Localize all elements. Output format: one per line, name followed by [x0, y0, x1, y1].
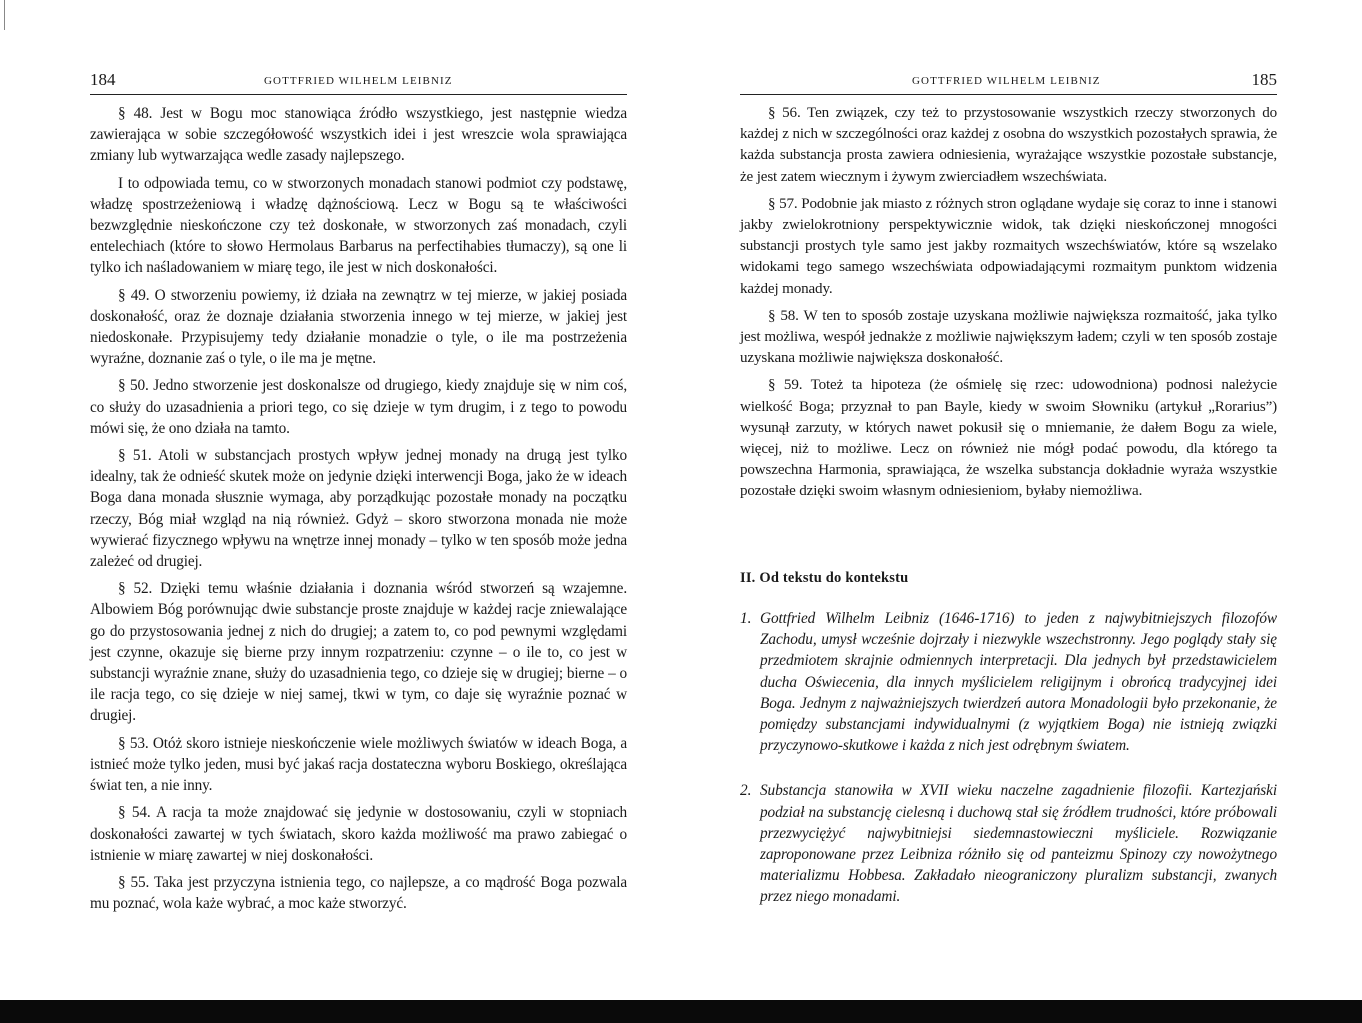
note-item: [740, 780, 1277, 907]
scan-bottom-border: [0, 1000, 1362, 1023]
note-number: 2.: [740, 782, 752, 800]
scan-edge-line: [4, 0, 5, 30]
page-header: [740, 72, 1277, 95]
paragraph: § 56. Ten związek, czy też to przystosowanie wszystkich rzeczy stworzonych do każdej z nich w szczególności oraz każdej z osobna do wszystkich pozostałych sprawia, że każda substancja prosta zawiera odniesienia, wyrażające wszystkie pozostałe substancje, że jest zatem wiecznym i żywym zwierciadłem wszechświata.: [740, 105, 1277, 185]
paragraph: § 52. Dzięki temu właśnie działania i doznania wśród stworzeń są wzajemne. Albowiem Bóg porównując dwie substancje proste znajduje w każdej racje zniewalające go do przystosowania jednej z nich do drugiej; a zatem to, co pod pewnymi względami jest czynne, okazuje się bierne przy innym rozpatrzeniu: czynne – o ile to, co jest w substancji wyraźnie znane, służy do uzasadnienia tego, co dzieje się w drugiej; bierne – o ile racja tego, co się dzieje w niej samej, tkwi w tym, co daje się wyraźnie poznać w drugiej.: [90, 580, 627, 725]
page-number: 185: [1251, 70, 1277, 89]
page-body: [90, 103, 627, 920]
paragraph: § 58. W ten to sposób zostaje uzyskana możliwie największa rozmaitość, jaka tylko jest możliwa, wespół jednakże z możliwie największym ładem; czyli w ten sposób zostaje uzyskana możliwie największa doskonałość.: [740, 307, 1277, 367]
paragraph: § 55. Taka jest przyczyna istnienia tego, co najlepsze, a co mądrość Boga pozwala mu poznać, wola każe wybrać, a moc każe stworzyć.: [90, 873, 627, 913]
paragraph: § 50. Jedno stworzenie jest doskonalsze od drugiego, kiedy znajduje się w nim coś, co służy do uzasadnienia a priori tego, co się dzieje w tym drugim, i z tego to powodu mówi się, że ono działa na tamto.: [90, 377, 627, 437]
section-title: II. Od tekstu do kontekstu: [740, 570, 909, 586]
notes-list: [740, 608, 1277, 932]
paragraph: § 53. Otóż skoro istnieje nieskończenie wiele możliwych światów w ideach Boga, a istnieć może tylko jeden, musi być jakaś racja dostateczna wyboru Boskiego, określająca świat ten, a nie inny.: [90, 734, 627, 795]
paragraph: § 59. Toteż ta hipoteza (że ośmielę się rzec: udowodniona) podnosi należycie wielkość Boga; przyznał to pan Bayle, kiedy w swoim Słowniku (artykuł „Rorarius”) wysunął zarzuty, w których nawet pokusił się o mniemanie, że dałem Bogu za wiele, więcej, niż to możliwe. Lecz on również nie mógł podać powodu, dla którego ta powszechna Harmonia, sprawiająca, że wszelka substancja dokładnie wyraża wszystkie pozostałe dzięki swoim własnym odniesieniom, byłaby niemożliwa.: [740, 377, 1277, 500]
running-head: GOTTFRIED WILHELM LEIBNIZ: [264, 75, 453, 87]
left-page: [90, 0, 627, 1000]
page-header: [90, 72, 627, 95]
page-body: [740, 103, 1277, 509]
paragraph: § 48. Jest w Bogu moc stanowiąca źródło wszystkiego, jest następnie wiedza zawierająca w sobie szczegółowość wszystkich idei i jest wreszcie wola sprawiająca zmiany lub wytwarzająca wedle zasady najlepszego.: [90, 105, 627, 165]
paragraph: § 54. A racja ta może znajdować się jedynie w dostosowaniu, czyli w stopniach doskonałości zawartej w tych światach, skoro każda możliwość ma prawo zabiegać o istnienie w miarę zawartej w niej doskonałości.: [90, 804, 627, 864]
right-page: [740, 0, 1277, 1000]
paragraph: § 51. Atoli w substancjach prostych wpływ jednej monady na drugą jest tylko idealny, tak że odnieść skutek może on jedynie dzięki interwencji Boga, jako że w ideach Boga dana monada słusznie wymaga, aby porządkując pozostałe monady na początku rzeczy, Bóg miał wzgląd na nią również. Gdyż – skoro stworzona monada nie może wywierać fizycznego wpływu na wnętrze innej monady – tylko w ten sposób może jedna zależeć od drugiej.: [90, 447, 627, 571]
note-item: [740, 608, 1277, 756]
note-number: 1.: [740, 610, 752, 627]
page-number: 184: [90, 70, 116, 89]
paragraph: I to odpowiada temu, co w stworzonych monadach stanowi podmiot czy podstawę, władzę spostrzeżeniową i władzę dążnościową. Lecz w Bogu są te właściwości bezwzględnie nieskończone czy też doskonałe, w stworzonych zaś monadach, czyli entelechiach (które to słowo Hermolaus Barbarus na perfectihabies tłumaczy), są one li tylko ich naśladowaniem w miarę tego, ile jest w nich doskonałości.: [90, 174, 627, 277]
note-text: Gottfried Wilhelm Leibniz (1646-1716) to jeden z najwybitniejszych filozofów Zachodu, umysł wcześnie dojrzały i niezwykle wszechstronny. Jego poglądy stały się przedmiotem skrajnie odmiennych interpretacji. Dla jednych był przedstawicielem ducha Oświecenia, dla innych myślicielem religijnym i obrońcą tradycyjnej idei Boga. Jednym z najważniejszych twierdzeń autora Monadologii było przekonanie, że pomiędzy substancjami indywidualnymi (z wyjątkiem Boga) nie istnieją związki przyczynowo-skutkowe i każda z nich jest odrębnym światem.: [760, 610, 1277, 755]
note-text: Substancja stanowiła w XVII wieku naczelne zagadnienie filozofii. Kartezjański podział na substancję cielesną i duchową stał się źródłem trudności, które próbowali przezwyciężyć najwybitniejsi siedemnastowieczni myśliciele. Rozwiązanie zaproponowane przez Leibniza różniło się od panteizmu Spinozy czy nowożytnego materializmu Hobbesa. Zakładało nieograniczony pluralizm substancji, zwanych przez niego monadami.: [760, 782, 1277, 906]
paragraph: § 57. Podobnie jak miasto z różnych stron oglądane wydaje się coraz to inne i stanowi jakby zwielokrotniony perspektywicznie widok, tak dzięki nieskończonej mnogości substancji prostych tyle samo jest jakby rozmaitych wszechświatów, które są wszelako widokami tego samego wszechświata odpowiadającymi rozmaitym punktom widzenia każdej monady.: [740, 195, 1277, 297]
paragraph: § 49. O stworzeniu powiemy, iż działa na zewnątrz w tej mierze, w jakiej posiada doskonałość, oraz że doznaje działania stworzenia innego w tej mierze, w jakiej jest niedoskonałe. Przypisujemy tedy działanie monadzie o tyle, o ile ma postrzeżenia wyraźne, doznanie zaś o tyle, o ile ma je mętne.: [90, 286, 627, 368]
running-head: GOTTFRIED WILHELM LEIBNIZ: [912, 75, 1101, 87]
